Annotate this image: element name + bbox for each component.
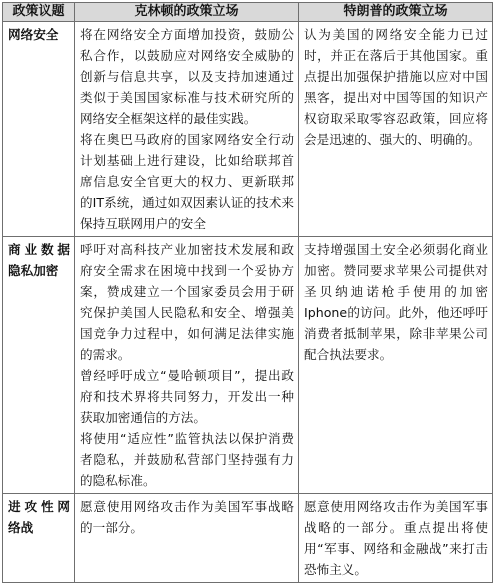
table-row-offensive-cyberwar xyxy=(3,494,493,583)
header-topic: 政策议题 xyxy=(3,3,75,22)
clinton-paragraph: 将在奥巴马政府的国家网络安全行动计划基础上进行建设，比如给联邦首席信息安全官更大的权力、更新联邦的IT系统，通过如双因素认证的技术来保持互联网用户的安全 xyxy=(80,132,294,231)
trump-cell xyxy=(299,494,493,583)
topic-cell: 进攻性网络战 xyxy=(3,494,75,583)
trump-paragraph: 支持增强国土安全必须弱化商业加密。赞同要求苹果公司提供对圣贝纳迪诺枪手使用的加密Iphone的访问。此外，他还呼吁消费者抵制苹果，除非苹果公司配合执法要求。 xyxy=(304,242,488,362)
topic-cell: 商业数据隐私加密 xyxy=(3,237,75,494)
table-row-cybersecurity xyxy=(3,22,493,237)
clinton-paragraph: 将在网络安全方面增加投资，鼓励公私合作，以鼓励应对网络安全威胁的创新与信息共享，以及支持加速通过类似于美国国家标准与技术研究所的网络安全框架这样的最佳实践。 xyxy=(80,27,294,126)
header-clinton: 克林顿的政策立场 xyxy=(75,3,299,22)
header-trump: 特朗普的政策立场 xyxy=(299,3,493,22)
clinton-paragraph: 呼吁对高科技产业加密技术发展和政府安全需求在困境中找到一个妥协方案，赞成建立一个国家委员会用于研究保护美国人民隐私和安全、增强美国竞争力过程中，如何满足法律实施的需求。 xyxy=(80,242,294,362)
clinton-cell xyxy=(75,22,299,237)
policy-comparison-table xyxy=(2,2,493,583)
topic-cell: 网络安全 xyxy=(3,22,75,237)
trump-paragraph: 认为美国的网络安全能力已过时，并正在落后于其他国家。重点提出加强保护措施以应对中国黑客，提出对中国等国的知识产权窃取采取零容忍政策，回应将会是迅速的、强大的、明确的。 xyxy=(304,27,488,147)
clinton-paragraph: 曾经呼吁成立“曼哈顿项目”，提出政府和技术界将共同努力，开发出一种获取加密通信的方法。 xyxy=(80,368,294,425)
trump-cell xyxy=(299,22,493,237)
clinton-cell xyxy=(75,494,299,583)
header-row xyxy=(3,3,493,22)
clinton-paragraph: 愿意使用网络攻击作为美国军事战略的一部分。 xyxy=(80,499,294,535)
trump-paragraph: 愿意使用网络攻击作为美国军事战略的一部分。重点提出将使用“军事、网络和金融战”来打击恐怖主义。 xyxy=(304,499,488,577)
trump-cell xyxy=(299,237,493,494)
clinton-paragraph: 将使用“适应性”监管执法以保护消费者隐私，并鼓励私营部门坚持强有力的隐私标准。 xyxy=(80,431,294,488)
clinton-cell xyxy=(75,237,299,494)
table-row-encryption xyxy=(3,237,493,494)
